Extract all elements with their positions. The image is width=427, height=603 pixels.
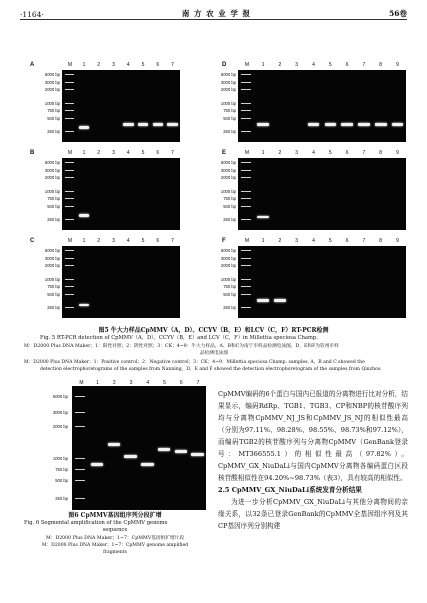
pcr-band xyxy=(308,123,320,126)
marker-band xyxy=(241,294,251,295)
pcr-band xyxy=(175,450,188,453)
marker-band xyxy=(241,89,251,90)
ladder-size-label: 2000 bp xyxy=(220,87,236,93)
marker-band xyxy=(241,206,251,207)
marker-band xyxy=(75,458,85,459)
ladder-size-label: 250 bp xyxy=(55,495,68,501)
ladder-size-label: 5000 bp xyxy=(44,247,60,253)
lane-number: 1 xyxy=(261,62,265,68)
ladder-labels-e xyxy=(210,158,236,230)
pcr-band xyxy=(141,463,154,466)
lane-number: 9 xyxy=(396,62,399,68)
lane-number: 6 xyxy=(345,238,349,244)
marker-band xyxy=(65,206,74,207)
ladder-size-label: 5000 bp xyxy=(52,393,68,399)
lane-number: 1 xyxy=(96,380,99,386)
marker-band xyxy=(241,131,251,132)
lane-number: 6 xyxy=(345,150,349,156)
lane-number: 7 xyxy=(362,150,366,156)
lane-number: 2 xyxy=(278,62,282,68)
panel-label-c: C xyxy=(30,238,35,244)
gel-image-a xyxy=(62,70,180,142)
pcr-band xyxy=(325,123,337,126)
marker-band xyxy=(65,118,74,119)
lane-number: 6 xyxy=(156,62,160,68)
ladder-size-label: 500 bp xyxy=(223,116,236,122)
ladder-size-label: 3000 bp xyxy=(44,168,60,174)
fig6-en-title-1: Fig. 6 Segmental amplification of the CpMMV genome xyxy=(24,520,168,526)
marker-band xyxy=(65,162,74,163)
lane-number: M xyxy=(244,238,250,244)
lane-number: 5 xyxy=(141,62,145,68)
ladder-size-label: 250 bp xyxy=(223,305,236,311)
pcr-band xyxy=(392,123,404,126)
lane-number: M xyxy=(67,238,73,244)
marker-band xyxy=(65,82,74,83)
marker-band xyxy=(241,279,251,280)
marker-band xyxy=(75,412,85,413)
lane-number: 7 xyxy=(362,238,366,244)
ladder-size-label: 250 bp xyxy=(223,217,236,223)
lane-number: M xyxy=(67,62,73,68)
ladder-size-label: 750 bp xyxy=(47,196,60,202)
lane-number: 3 xyxy=(112,150,115,156)
ladder-size-label: 5000 bp xyxy=(44,71,60,77)
fig5-en-note-2: detection electrophoretograms of the samples from Nanning，D，E and F showed the detection electrophoretogram of the samples from Qinzhou xyxy=(40,367,381,372)
marker-band xyxy=(241,103,251,104)
pcr-band xyxy=(91,463,104,466)
marker-band xyxy=(75,480,85,481)
section-heading-2-5: 2.5 CpMMV_GX_NiuDaLi系统发育分析结果 xyxy=(218,486,362,494)
ladder-size-label: 250 bp xyxy=(47,129,60,135)
ladder-size-label: 2000 bp xyxy=(44,175,60,181)
marker-band xyxy=(65,131,74,132)
ladder-size-label: 1000 bp xyxy=(44,101,60,107)
lane-number: 1 xyxy=(261,150,265,156)
fig6-cn-title: 图6 CpMMV基因组序列分段扩增 xyxy=(68,512,162,519)
gel-image-b xyxy=(62,158,180,230)
panel-label-a: A xyxy=(30,62,35,68)
ladder-size-label: 3000 bp xyxy=(52,410,68,416)
lane-number: 4 xyxy=(126,238,130,244)
lane-number: 5 xyxy=(163,380,166,386)
body-paragraph-1: CpMMV编码的6个蛋白与国内已报道的分离物进行比对分析，结果显示，编码RdRp、TGB1、TGB3、CP和NBP的核苷酸序列均与分离物CpMMV_NJ_JS和CpMMV_JS_NJ的相似性最高（分别为97.11%、98.28%、98.55%、98.73%和97.12%），而编码TGB2的核苷酸序列与分离物CpMMV（GenBank登录号：MT366555.1）的相似性最高（97.82%）。CpMMV_GX_NiuDaLi与国内CpMMV分离物各编码蛋白区段核苷酸相似性在94.20%~98.73%（表3），具有较高的相似性。 xyxy=(218,390,408,482)
lane-number: 6 xyxy=(179,380,183,386)
ladder-size-label: 500 bp xyxy=(47,292,60,298)
ladder-labels-c xyxy=(34,246,60,318)
lane-number: 4 xyxy=(312,238,315,244)
lane-number: 5 xyxy=(141,150,145,156)
marker-band xyxy=(65,279,74,280)
lane-number: 3 xyxy=(112,238,115,244)
marker-band xyxy=(65,294,74,295)
fig5-en-note-1: M：D2000 Plus DNA Maker；1：Positive control；2：Negative control；3：CK；4~9：Millettia speciosa Champ. samples. A，B and C showed the xyxy=(24,360,365,365)
ladder-size-label: 750 bp xyxy=(47,284,60,290)
lane-number: M xyxy=(244,62,250,68)
lane-number: M xyxy=(67,150,73,156)
lane-number: 2 xyxy=(112,380,116,386)
lane-number: 7 xyxy=(362,62,366,68)
ladder-labels-d xyxy=(210,70,236,142)
marker-band xyxy=(65,89,74,90)
fig6-gel-image xyxy=(72,386,206,510)
pcr-band xyxy=(167,123,177,126)
ladder-size-label: 1000 bp xyxy=(220,277,236,283)
lane-number: 1 xyxy=(82,62,86,68)
fig6-en-note-2: fragments xyxy=(103,550,127,555)
lane-number: 4 xyxy=(126,150,130,156)
pcr-band xyxy=(358,123,370,126)
lane-number: 8 xyxy=(379,238,383,244)
marker-band xyxy=(241,110,251,111)
ladder-size-label: 2000 bp xyxy=(220,175,236,181)
ladder-size-label: 1000 bp xyxy=(52,455,68,461)
marker-band xyxy=(65,191,74,192)
pcr-band xyxy=(124,455,137,458)
volume-number: 56卷 xyxy=(389,9,407,18)
pcr-band xyxy=(191,453,204,456)
lane-number: 1 xyxy=(261,238,265,244)
lane-number: 6 xyxy=(156,150,160,156)
ladder-size-label: 5000 bp xyxy=(220,159,236,165)
ladder-size-label: 3000 bp xyxy=(44,80,60,86)
ladder-size-label: 750 bp xyxy=(223,196,236,202)
lane-number: 4 xyxy=(312,150,315,156)
ladder-size-label: 1000 bp xyxy=(220,101,236,107)
marker-band xyxy=(65,74,74,75)
ladder-size-label: 1000 bp xyxy=(44,277,60,283)
ladder-size-label: 3000 bp xyxy=(220,168,236,174)
fig6-en-note-1: M：D2000 Plus DNA Maker；1~7：CpMMV genome amplified xyxy=(41,543,189,548)
marker-band xyxy=(65,177,74,178)
ladder-size-label: 3000 bp xyxy=(44,256,60,262)
ladder-size-label: 250 bp xyxy=(47,217,60,223)
panel-label-d: D xyxy=(222,62,227,68)
lane-number: 5 xyxy=(328,238,332,244)
lane-number: 2 xyxy=(97,62,101,68)
panel-label-e: E xyxy=(222,150,227,156)
journal-name: 南 方 农 业 学 报 xyxy=(181,9,251,18)
header-rule xyxy=(20,19,407,20)
lane-number: 7 xyxy=(171,238,174,244)
ladder-size-label: 750 bp xyxy=(55,467,68,473)
ladder-size-label: 1000 bp xyxy=(220,189,236,195)
panel-label-f: F xyxy=(222,238,226,244)
body-text xyxy=(218,388,408,532)
lane-number: 2 xyxy=(278,150,282,156)
lane-number: 7 xyxy=(196,380,200,386)
marker-band xyxy=(65,110,74,111)
gel-image-c xyxy=(62,246,180,318)
marker-band xyxy=(241,307,251,308)
ladder-size-label: 2000 bp xyxy=(44,263,60,269)
ladder-size-label: 500 bp xyxy=(55,478,68,484)
ladder-size-label: 750 bp xyxy=(223,284,236,290)
lane-number: 2 xyxy=(97,238,101,244)
marker-band xyxy=(241,82,251,83)
pcr-band xyxy=(375,123,387,126)
lane-number: 5 xyxy=(328,62,332,68)
fig6-panel xyxy=(20,380,210,510)
ladder-size-label: 250 bp xyxy=(223,129,236,135)
lane-number: M xyxy=(244,150,250,156)
pcr-band xyxy=(257,123,269,126)
lane-number: 8 xyxy=(379,150,383,156)
marker-band xyxy=(241,198,251,199)
lane-number: 2 xyxy=(97,150,101,156)
ladder-size-label: 1000 bp xyxy=(44,189,60,195)
page-number: ·1164· xyxy=(20,10,44,19)
marker-band xyxy=(241,286,251,287)
marker-band xyxy=(65,258,74,259)
marker-band xyxy=(65,219,74,220)
lane-number: 6 xyxy=(156,238,160,244)
marker-band xyxy=(241,219,251,220)
marker-band xyxy=(241,191,251,192)
fig5-en-title: Fig. 5 RT-PCR detection of CpMMV（A，D），CCYV（B，E）and LCV（C，F）in Millettia speciosa Champ. xyxy=(40,335,318,341)
lane-number: 9 xyxy=(396,238,399,244)
ladder-size-label: 2000 bp xyxy=(44,87,60,93)
pcr-band xyxy=(274,299,286,302)
marker-band xyxy=(241,118,251,119)
pcr-band xyxy=(153,123,163,126)
fig5-cn-note-2: 品检测电泳图 xyxy=(199,351,229,356)
ladder-size-label: 500 bp xyxy=(47,116,60,122)
lane-number: 3 xyxy=(295,62,299,68)
marker-band xyxy=(75,469,85,470)
gel-image-d xyxy=(238,70,406,142)
lane-number: 5 xyxy=(141,238,145,244)
marker-band xyxy=(241,170,251,171)
lane-number: 8 xyxy=(379,62,383,68)
lane-number: 4 xyxy=(126,62,130,68)
lane-number: 3 xyxy=(129,380,133,386)
ladder-size-label: 5000 bp xyxy=(220,71,236,77)
ladder-size-label: 5000 bp xyxy=(44,159,60,165)
marker-band xyxy=(65,307,74,308)
marker-band xyxy=(65,250,74,251)
fig6-cn-note: M：D2000 Plus DNA Maker；1~7：CpMMV基因组扩增片段 xyxy=(45,536,185,541)
lane-number: 3 xyxy=(295,238,299,244)
pcr-band xyxy=(108,443,121,446)
lane-number: 4 xyxy=(312,62,315,68)
ladder-size-label: 250 bp xyxy=(47,305,60,311)
pcr-band xyxy=(341,123,353,126)
marker-band xyxy=(65,265,74,266)
ladder-size-label: 500 bp xyxy=(47,204,60,210)
lane-number: 1 xyxy=(82,150,86,156)
pcr-band xyxy=(158,448,171,451)
panel-label-b: B xyxy=(30,150,35,156)
lane-number: 7 xyxy=(171,62,174,68)
ladder-size-label: 2000 bp xyxy=(52,423,68,429)
marker-band xyxy=(65,170,74,171)
ladder-size-label: 750 bp xyxy=(223,108,236,114)
marker-band xyxy=(241,177,251,178)
marker-band xyxy=(75,396,85,397)
ladder-size-label: 3000 bp xyxy=(220,80,236,86)
body-paragraph-2: 为进一步分析CpMMV_GX_NiuDaLi与其他分离物间的亲缘关系，以32条已登录GenBank的CpMMV全基因组序列及其CP基因序列分别构建 xyxy=(218,498,408,530)
lane-number: 3 xyxy=(295,150,299,156)
ladder-size-label: 500 bp xyxy=(223,292,236,298)
marker-band xyxy=(65,286,74,287)
fig5-cn-title: 图5 牛大力样品CpMMV（A，D）、CCYV（B，E）和LCV（C，F）RT-PCR检测 xyxy=(98,327,329,334)
lane-number: 9 xyxy=(396,150,399,156)
ladder-size-label: 500 bp xyxy=(223,204,236,210)
pcr-band xyxy=(79,126,89,129)
marker-band xyxy=(75,426,85,427)
fig5-cn-note-1: M：D2000 Plus DNA Maker；1：阳性对照；2：阴性对照；3：CK；4~9：牛大力样品。A、B和C为南宁市样品检测电泳图，D、E和F为钦州市样 xyxy=(24,344,339,349)
marker-band xyxy=(65,198,74,199)
fig6-ladder-labels xyxy=(42,386,68,510)
lane-number: 4 xyxy=(146,380,150,386)
pcr-band xyxy=(138,123,148,126)
gel-image-f xyxy=(238,246,406,318)
lane-number: 1 xyxy=(82,238,86,244)
marker-band xyxy=(241,250,251,251)
ladder-labels-b xyxy=(34,158,60,230)
marker-band xyxy=(65,103,74,104)
marker-band xyxy=(75,498,85,499)
lane-number: 2 xyxy=(278,238,282,244)
fig6-en-title-2: sequence xyxy=(102,527,128,533)
pcr-band xyxy=(79,304,89,307)
pcr-band xyxy=(123,123,133,126)
ladder-size-label: 5000 bp xyxy=(220,247,236,253)
marker-band xyxy=(241,162,251,163)
pcr-band xyxy=(257,299,269,302)
marker-band xyxy=(241,258,251,259)
marker-band xyxy=(241,265,251,266)
ladder-size-label: 2000 bp xyxy=(220,263,236,269)
pcr-band xyxy=(79,214,89,217)
ladder-labels-f xyxy=(210,246,236,318)
marker-band xyxy=(241,74,251,75)
lane-number: 6 xyxy=(345,62,349,68)
pcr-band xyxy=(257,216,269,219)
lane-number: 5 xyxy=(328,150,332,156)
gel-image-e xyxy=(238,158,406,230)
lane-number: M xyxy=(79,380,84,386)
ladder-size-label: 3000 bp xyxy=(220,256,236,262)
ladder-size-label: 750 bp xyxy=(47,108,60,114)
lane-number: 7 xyxy=(171,150,174,156)
lane-number: 3 xyxy=(112,62,115,68)
running-header xyxy=(20,5,407,19)
ladder-labels-a xyxy=(34,70,60,142)
